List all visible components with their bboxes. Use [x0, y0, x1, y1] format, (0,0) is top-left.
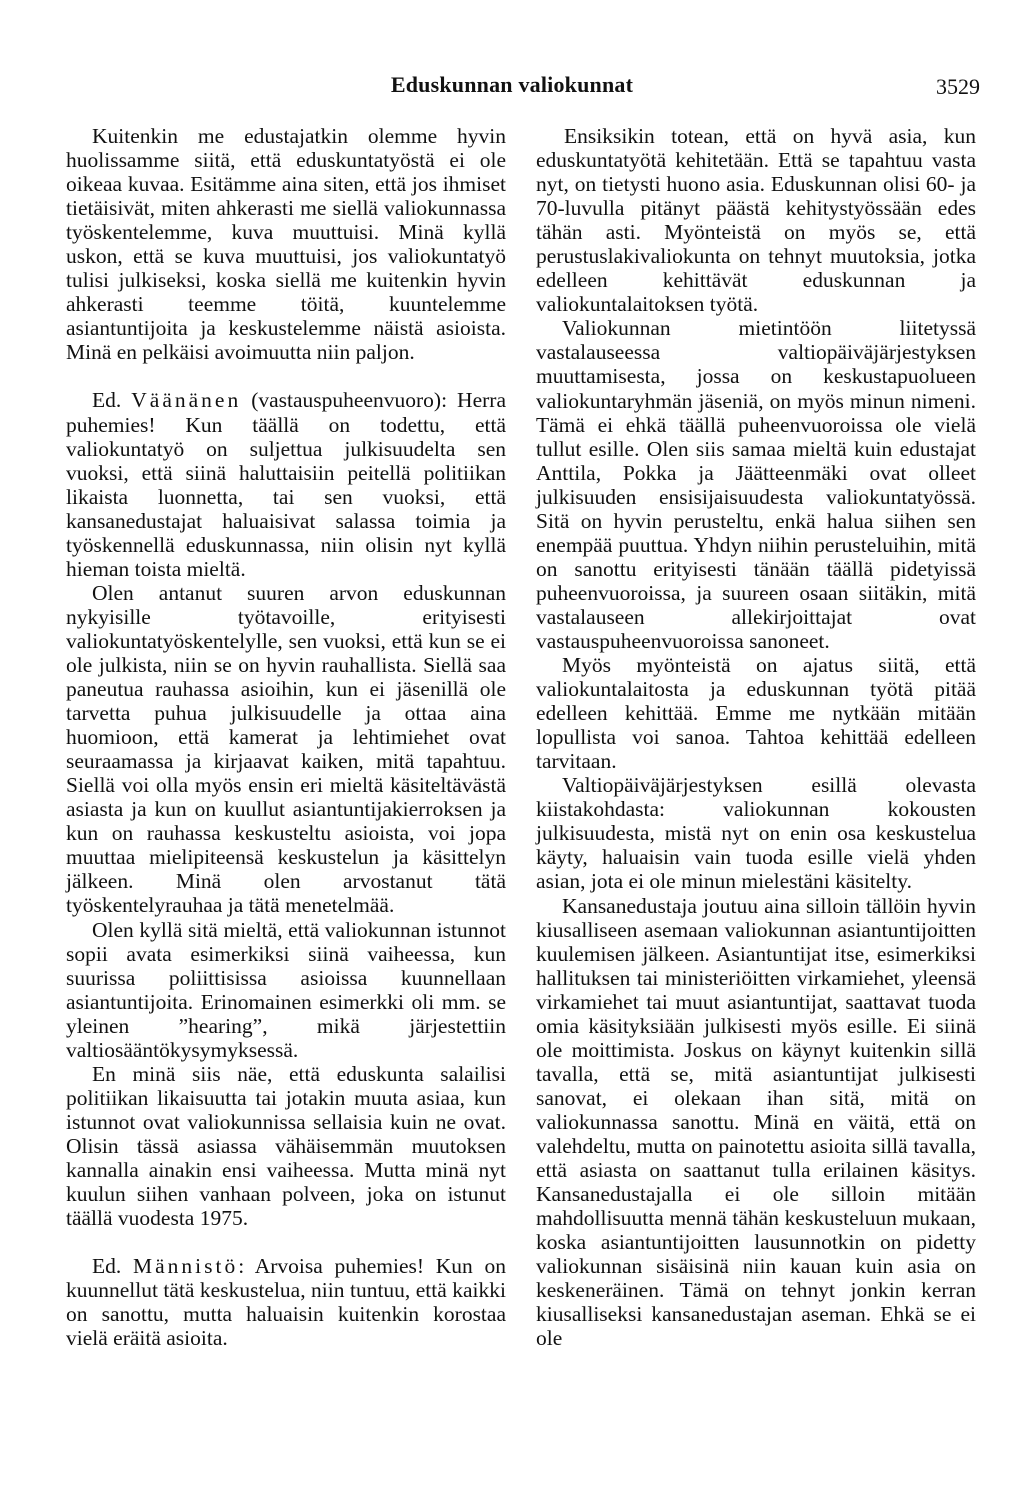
paragraph: Valiokunnan mietintöön liitetyssä vastalauseessa valtiopäiväjärjestyksen muuttamisesta, jossa on keskustapuolueen valiokuntaryhmän jäseniä, on myös minun nimeni. Tämä ei ehkä täällä puheenvuoroissa ole vielä tullut esille. Olen siis samaa mieltä kuin edustajat Anttila, Pokka ja Jäätteenmäki ovat olleet julkisuuden ensisijaisuudesta valiokuntatyössä. Sitä on hyvin perusteltu, enkä halua siihen sen enempää puuttua. Yhdyn niihin perusteluihin, mitä on sanottu erityisesti tänään täällä pidetyissä puheenvuoroissa, ja suureen osaan siitäkin, mitä vastalauseen allekirjoittajat ovat vastauspuheenvuoroissa sanoneet. [536, 316, 976, 653]
speech-paragraph [66, 388, 506, 580]
paragraph: Myös myönteistä on ajatus siitä, että valiokuntalaitosta ja eduskunnan työtä pitää edelleen kehittää. Emme me nytkään mitään lopullista voi sanoa. Tahtoa kehittää edelleen tarvitaan. [536, 653, 976, 774]
speaker-name: Väänänen [131, 388, 242, 413]
speech-text: : Arvoisa puhemies! Kun on kuunnellut tätä keskustelua, niin tuntuu, että kaikki on sanottu, mutta haluaisin kuitenkin korostaa vielä eräitä asioita. [66, 1254, 506, 1351]
paragraph: Olen kyllä sitä mieltä, että valiokunnan istunnot sopii avata esimerkiksi siinä vaiheessa, kun suurissa poliittisissa asioissa kuunnellaan asiantuntijoita. Erinomainen esimerkki oli mm. se yleinen ”hearing”, mikä järjestettiin valtiosääntökysymyksessä. [66, 917, 506, 1062]
page-number: 3529 [936, 74, 980, 99]
speech-paragraph [66, 1254, 506, 1350]
paragraph: En minä siis näe, että eduskunta salailisi politiikan likaisuutta tai jotakin muuta asiaa, kun istunnot ovat valiokunnissa sellaisia kuin ne ovat. Olisin tässä asiassa vähäisemmän muutoksen kannalla ainakin ensi vaiheessa. Mutta minä nyt kuulun siihen vanhaan polveen, joka on istunut täällä vuodesta 1975. [66, 1061, 506, 1231]
paragraph: Kansanedustaja joutuu aina silloin tällöin hyvin kiusalliseen asemaan valiokunnan asiantuntijoitten kuulemisen jälkeen. Asiantuntijat itse, esimerkiksi hallituksen tai ministeriöitten virkamiehet, yleensä virkamiehet tai muut asiantuntijat, saattavat tuoda omia käsityksiään julkisesti myös esille. Ei siinä ole moittimista. Joskus on käynyt kuitenkin sillä tavalla, että se, mitä asiantuntijat julkisesti sanovat, ei olekaan ihan sitä, mitä on valiokunnassa sanottu. Minä en väitä, että on valehdeltu, mutta on painotettu asioita sillä tavalla, että asiasta on saattanut tulla erilainen käsitys. Kansanedustajalla ei ole silloin mitään mahdollisuutta mennä tähän keskusteluun mukaan, koska asiantuntijoitten lausunnotkin on pidetty valiokunnan sisäisinä niin kauan kuin asia on keskeneräinen. Tämä on tehnyt jonkin kerran kiusalliseksi kansanedustajan aseman. Ehkä se ei ole [536, 893, 976, 1351]
speech-prefix: Ed. [92, 388, 132, 413]
left-column [66, 124, 506, 1350]
paragraph: Kuitenkin me edustajatkin olemme hyvin huolissamme siitä, että eduskuntatyöstä ei ole oikeaa kuvaa. Esitämme aina siten, että jos ihmiset tietäisivät, miten ahkerasti me siellä valiokunnassa työskentelemme, kuva muuttuisi. Minä kyllä uskon, että se kuva muuttuisi, jos valiokuntatyö tulisi julkiseksi, koska siellä me kuitenkin hyvin ahkerasti teemme töitä, kuuntelemme asiantuntijoita ja keskustelemme näistä asioista. Minä en pelkäisi avoimuutta niin paljon. [66, 124, 506, 365]
speech-text: (vastauspuheenvuoro): Herra puhemies! Kun täällä on todettu, että valiokuntatyö on suljettua julkisuudelta sen vuoksi, että siinä haluttaisiin peitellä politiikan likaista luonnetta, tai sen vuoksi, että kansanedustajat haluaisivat salassa toimia ja työskennellä eduskunnassa, niin olisin nyt kyllä hieman toista mieltä. [66, 388, 506, 581]
speech-prefix: Ed. [92, 1254, 133, 1279]
paragraph: Olen antanut suuren arvon eduskunnan nykyisille työtavoille, erityisesti valiokuntatyöskentelylle, sen vuoksi, että kun se ei ole julkista, niin se on hyvin rauhallista. Siellä saa paneutua rauhassa asioihin, kun ei jäsenillä ole tarvetta puhua julkisuudelle ja ottaa aina huomioon, että kamerat ja lehtimiehet ovat seuraamassa ja kirjaavat kaiken, mitä tapahtuu. Siellä voi olla myös ensin eri mieltä käsiteltävästä asiasta ja kun on kuullut asiantuntijakierroksen ja kun on rauhassa keskusteltu asioista, voi jopa muuttaa mielipiteensä keskustelun ja käsittelyn jälkeen. Minä olen arvostanut tätä työskentelyrauhaa ja tätä menetelmää. [66, 580, 506, 918]
running-header-title: Eduskunnan valiokunnat [390, 72, 634, 97]
paragraph: Valtiopäiväjärjestyksen esillä olevasta kiistakohdasta: valiokunnan kokousten julkisuudesta, mistä nyt on enin osa keskustelua käyty, haluaisin vain tuoda esille vielä yhden asian, jota ei ole minun mielestäni käsitelty. [536, 773, 976, 894]
paragraph: Ensiksikin totean, että on hyvä asia, kun eduskuntatyötä kehitetään. Että se tapahtuu vasta nyt, on tietysti huono asia. Eduskunnan olisi 60- ja 70-luvulla pitänyt päästä kehitystyössään edes tähän asti. Myönteistä on myös se, että perustuslakivaliokunta on tehnyt muutoksia, jotka edelleen kehittävät eduskunnan ja valiokuntalaitoksen työtä. [536, 124, 976, 317]
right-column [536, 124, 976, 1350]
speaker-name: Männistö [132, 1254, 239, 1279]
